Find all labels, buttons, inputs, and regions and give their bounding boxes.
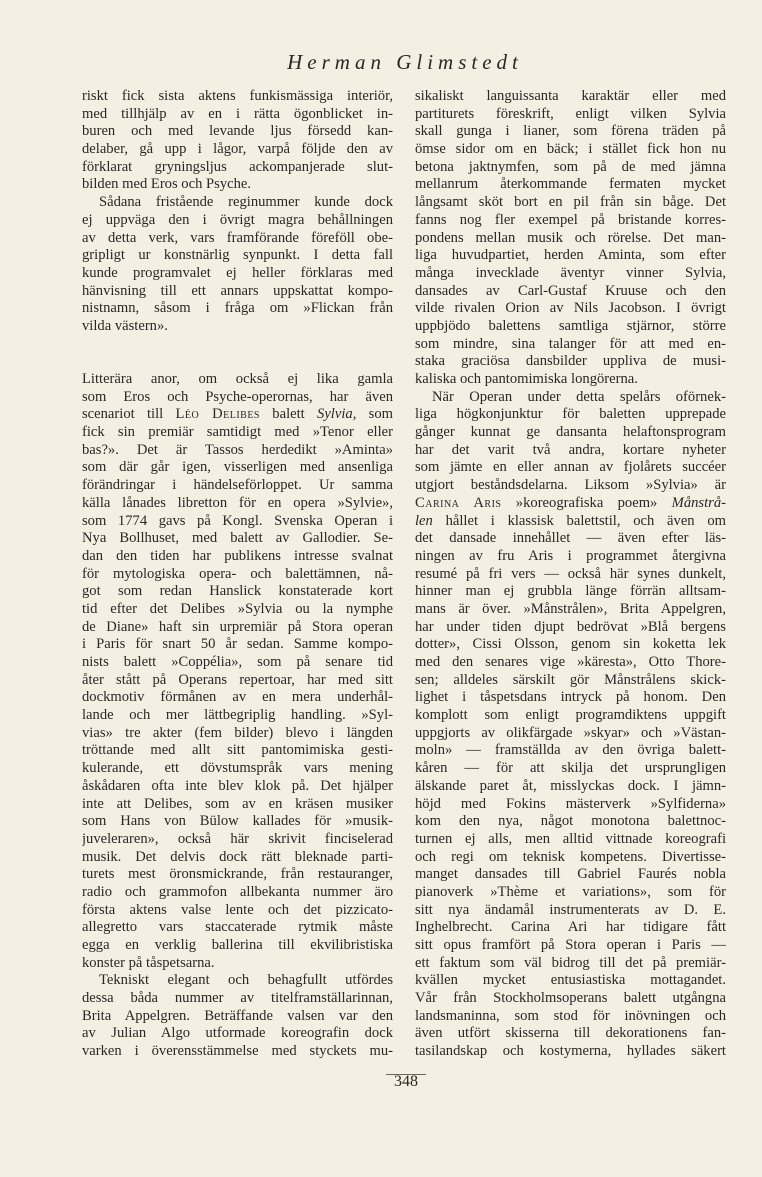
- text-line: det dansade innehållet — även efter läs-: [415, 530, 726, 547]
- text-line: vias» tre akter (fem bilder) blevo i längden: [82, 724, 393, 741]
- text-line: sitt nya ändamål instrumenterats av D. E.: [415, 901, 726, 918]
- text-line: dockmotiv förmånen av en mera underhål-: [82, 689, 393, 706]
- text-line: kåren — för att skilja det ursprungligen: [415, 760, 726, 777]
- text-line: got som redan Hanslick konstaterade kort: [82, 583, 393, 600]
- text-line: och regi om teknisk kompetens. Divertisse-: [415, 848, 726, 865]
- text-line: [415, 495, 726, 513]
- text-line: mellanrum återkommande fermaten mycket: [415, 176, 726, 193]
- text-line: förklarat gryningsljus ackompanjerade slut-: [82, 158, 393, 175]
- text-line: tasilandskap och kostymerna, hyllades säkert: [415, 1043, 726, 1060]
- text-line: juveleraren», också här skrivit finciselerad: [82, 830, 393, 847]
- text-line: dotter», Cissi Olsson, genom sin koketta lek: [415, 636, 726, 653]
- text-line: Tekniskt elegant och behagfullt utfördes: [99, 972, 393, 989]
- blank-line: [82, 353, 393, 371]
- text-line: [82, 406, 393, 424]
- text-line: höjd med Fokins mästerverk »Sylfiderna»: [415, 795, 726, 812]
- text-line: fanns nog fler exempel på bristande korres-: [415, 211, 726, 228]
- text-line: kaliska och pantomimiska longörerna.: [415, 371, 638, 387]
- italic-title: Månstrå-: [671, 494, 726, 511]
- small-caps-name: Carina Aris: [415, 494, 502, 511]
- text-line: som där går igen, visserligen med ansenliga: [82, 459, 393, 476]
- text-line: betona jaktnymfen, som på de med jämna: [415, 158, 726, 175]
- text-line: komplott som enligt programdiktens uppgift: [415, 707, 726, 724]
- text-line: åskådaren ofta inte blev klok på. Det hjälper: [82, 777, 393, 794]
- text-line: har under tiden djupt bedrövat »Blå bergens: [415, 618, 726, 635]
- text-line: bilden med Eros och Psyche.: [82, 176, 252, 193]
- text-line: åter stått på Operans repertoar, har med sitt: [82, 671, 393, 688]
- text-line: dan den tiden har publikens intresse svalnat: [82, 547, 393, 564]
- text-line: många invecklade äventyr vinner Sylvia,: [415, 264, 726, 281]
- text-line: har det varit två andra, kortare nyheter: [415, 441, 726, 458]
- text-line: för mytologiska opera- och balettämnen, nå-: [82, 565, 393, 582]
- text-segment: scenariot till: [82, 406, 176, 423]
- text-line: de Diane» haft sin urpremiär på Stora operan: [82, 618, 393, 635]
- text-line: musik. Det delvis dock rätt bleknade parti-: [82, 848, 393, 865]
- text-line: uppbjödo balettens samtliga stjärnor, större: [415, 317, 726, 334]
- text-line: landsmaninna, som stod för inövningen och: [415, 1007, 726, 1024]
- text-line: nistnamn, såsom i fråga om »Flickan från: [82, 300, 393, 317]
- text-line: kom den nya, något monotona balettnoc-: [415, 813, 726, 830]
- text-line: resumé på fri vers — också här synes dunkelt,: [415, 565, 726, 582]
- text-segment: balett: [260, 406, 318, 423]
- right-column: [415, 88, 726, 1061]
- text-line: Inghelbrecht. Carina Ari har tidigare fått: [415, 919, 726, 936]
- text-line: varken i överensstämmelse med styckets mu-: [82, 1043, 393, 1060]
- text-line: tröttande med allt sitt pantomimiska gesti-: [82, 742, 393, 759]
- text-line: mans är över. »Månstrålen», Brita Appelgren,: [415, 600, 726, 617]
- text-line: liga huvudpartiet, herden Aminta, som efter: [415, 247, 726, 264]
- text-line: källa lånades libretton för en opera »Sylvie»,: [82, 494, 393, 511]
- text-line: gånger kunnat ge dansanta helaftonsprogram: [415, 424, 726, 441]
- text-line: pianoverk »Thème et variations», som för: [415, 883, 726, 900]
- text-line: första aktens valse lente och det pizzicato-: [82, 901, 393, 918]
- text-line: kvällen mycket entusiastiska mottagandet.: [415, 972, 726, 989]
- text-line: av detta verk, vars framförande föreföll obe-: [82, 229, 393, 246]
- text-line: allegretto vars staccaterade rytmik måste: [82, 919, 393, 936]
- text-line: skall gunga i lianer, som förena träden på: [415, 123, 726, 140]
- text-line: radio och grammofon allbekanta nummer äro: [82, 883, 393, 900]
- text-line: vilde rivalen Orion av Nils Jacobson. I övrigt: [415, 300, 726, 317]
- text-line: lighet i tåspetsdans intryck på honom. Den: [415, 689, 726, 706]
- text-line: förändringar i händelseförloppet. Ur samma: [82, 477, 393, 494]
- text-line: i Paris för snart 50 år sedan. Samme kompo-: [82, 636, 393, 653]
- text-line: ningen av fru Aris i programmet återgivna: [415, 547, 726, 564]
- text-line: manget dansades till Gabriel Faurés nobla: [415, 866, 726, 883]
- text-line: Vår från Stockholmsoperans balett utgångna: [415, 990, 726, 1007]
- text-line: Sådana fristående reginummer kunde dock: [99, 194, 393, 211]
- text-line: fick sin premiär samtidigt med »Tenor eller: [82, 424, 393, 441]
- text-line: inte att Delibes, som av en kräsen musiker: [82, 795, 393, 812]
- text-line: konster på tåspetsarna.: [82, 954, 215, 971]
- text-line: som Hans von Bülow kallades för »musik-: [82, 813, 393, 830]
- text-line: staka graciösa dansbilder uppliva de musi-: [415, 353, 726, 370]
- text-line: lande och mer lättbegriplig handling. »Syl-: [82, 707, 393, 724]
- text-line: turnen ej alls, men alltid vittnade koreografi: [415, 830, 726, 847]
- text-line: även utfört skisserna till dekorationens fan-: [415, 1025, 726, 1042]
- text-segment: hållet i klassisk balettstil, och även om: [432, 512, 726, 529]
- text-segment: som: [356, 406, 393, 423]
- text-line: sen; alldeles särskilt gör Månstrålens skick-: [415, 671, 726, 688]
- small-caps-name: Léo Delibes: [175, 406, 260, 423]
- text-line: ömse sidor om en bäck; i stället fick hon nu: [415, 141, 726, 158]
- text-line: kunde programvalet ej heller förklaras med: [82, 264, 393, 281]
- text-line: ett faktum som väl bidrog till det på premiär-: [415, 954, 726, 971]
- text-line: av Julian Algo utformade koreografin dock: [82, 1025, 393, 1042]
- text-segment: »koreografiska poem»: [501, 494, 672, 511]
- text-line: turets mest öronsmickrande, från restauranger,: [82, 866, 393, 883]
- blank-line: [82, 336, 393, 354]
- text-line: uppgjorts av olikfärgade »skyar» och »Västan-: [415, 724, 726, 741]
- text-line: utgjort beståndsdelarna. Liksom »Sylvia» är: [415, 477, 726, 494]
- text-line: Brita Appelgren. Beträffande valsen var den: [82, 1007, 393, 1024]
- text-line: När Operan under detta spelårs oförnek-: [432, 388, 726, 405]
- text-line: dansades av Carl-Gustaf Kruuse och den: [415, 282, 726, 299]
- text-line: [415, 513, 726, 531]
- text-line: tid efter det Delibes »Sylvia ou la nymphe: [82, 600, 393, 617]
- text-line: partiturets föreskrift, enligt vilken Sylvia: [415, 105, 726, 122]
- text-line: liga högkonjunktur för baletten upprepade: [415, 406, 726, 423]
- text-line: älskande paret åt, misslyckas dock. I jämn-: [415, 777, 726, 794]
- text-line: hinner man ej grubbla länge förrän alltsam-: [415, 583, 726, 600]
- text-line: kulerande, ett dövstumspråk vars mening: [82, 760, 393, 777]
- italic-title: Sylvia,: [317, 406, 357, 423]
- running-head: Herman Glimstedt: [287, 50, 523, 74]
- text-line: sikaliskt languissanta karaktär eller med: [415, 88, 726, 104]
- text-line: gripligt ur konstnärlig synpunkt. I detta fall: [82, 247, 393, 264]
- text-line: hänvisning till ett annars uppskattat kompo-: [82, 282, 393, 299]
- text-line: med den senares vige »käresta», Otto Thore-: [415, 654, 726, 670]
- left-column: [82, 88, 393, 1061]
- text-line: delaber, gå upp i lågor, varpå följde den av: [82, 141, 393, 158]
- text-line: egga en verklig ballerina till ekvilibristiska: [82, 937, 393, 953]
- text-line: som Eros och Psyche-operornas, har även: [82, 388, 393, 405]
- page-number: 348: [394, 1073, 418, 1090]
- text-line: Litterära anor, om också ej lika gamla: [82, 371, 393, 387]
- text-line: Nya Bollhuset, med balett av Gallodier. Se-: [82, 530, 393, 547]
- italic-title: len: [415, 512, 433, 529]
- text-line: långsamt sköt bort en pil från sin båge. Det: [415, 194, 726, 211]
- text-line: som jämte en eller annan av fjolårets succéer: [415, 459, 726, 476]
- text-line: dessa båda nummer av titelframställarinnan,: [82, 990, 393, 1007]
- text-line: som 1774 gavs på Kongl. Svenska Operan i: [82, 512, 393, 529]
- text-line: bas?». Det är Tassos herdedikt »Aminta»: [82, 441, 393, 458]
- text-line: sitt opus framfört på Stora operan i Paris —: [415, 937, 726, 953]
- text-line: vilda västern».: [82, 317, 168, 334]
- text-line: riskt fick sista aktens funkismässiga interiör,: [82, 88, 393, 104]
- text-line: buren och med levande ljus försedd kan-: [82, 123, 393, 140]
- text-line: nists balett »Coppélia», som på senare tid: [82, 654, 393, 670]
- text-line: med tillhjälp av en i rätta ögonblicket in-: [82, 105, 393, 122]
- text-line: pondens mellan musik och rörelse. Det man-: [415, 229, 726, 246]
- text-line: ej uppväga den i övrigt magra behållningen: [82, 211, 393, 228]
- text-line: som mindre, sina talanger för att med en-: [415, 335, 726, 352]
- text-line: moln» — framställda av den övriga balett-: [415, 742, 726, 759]
